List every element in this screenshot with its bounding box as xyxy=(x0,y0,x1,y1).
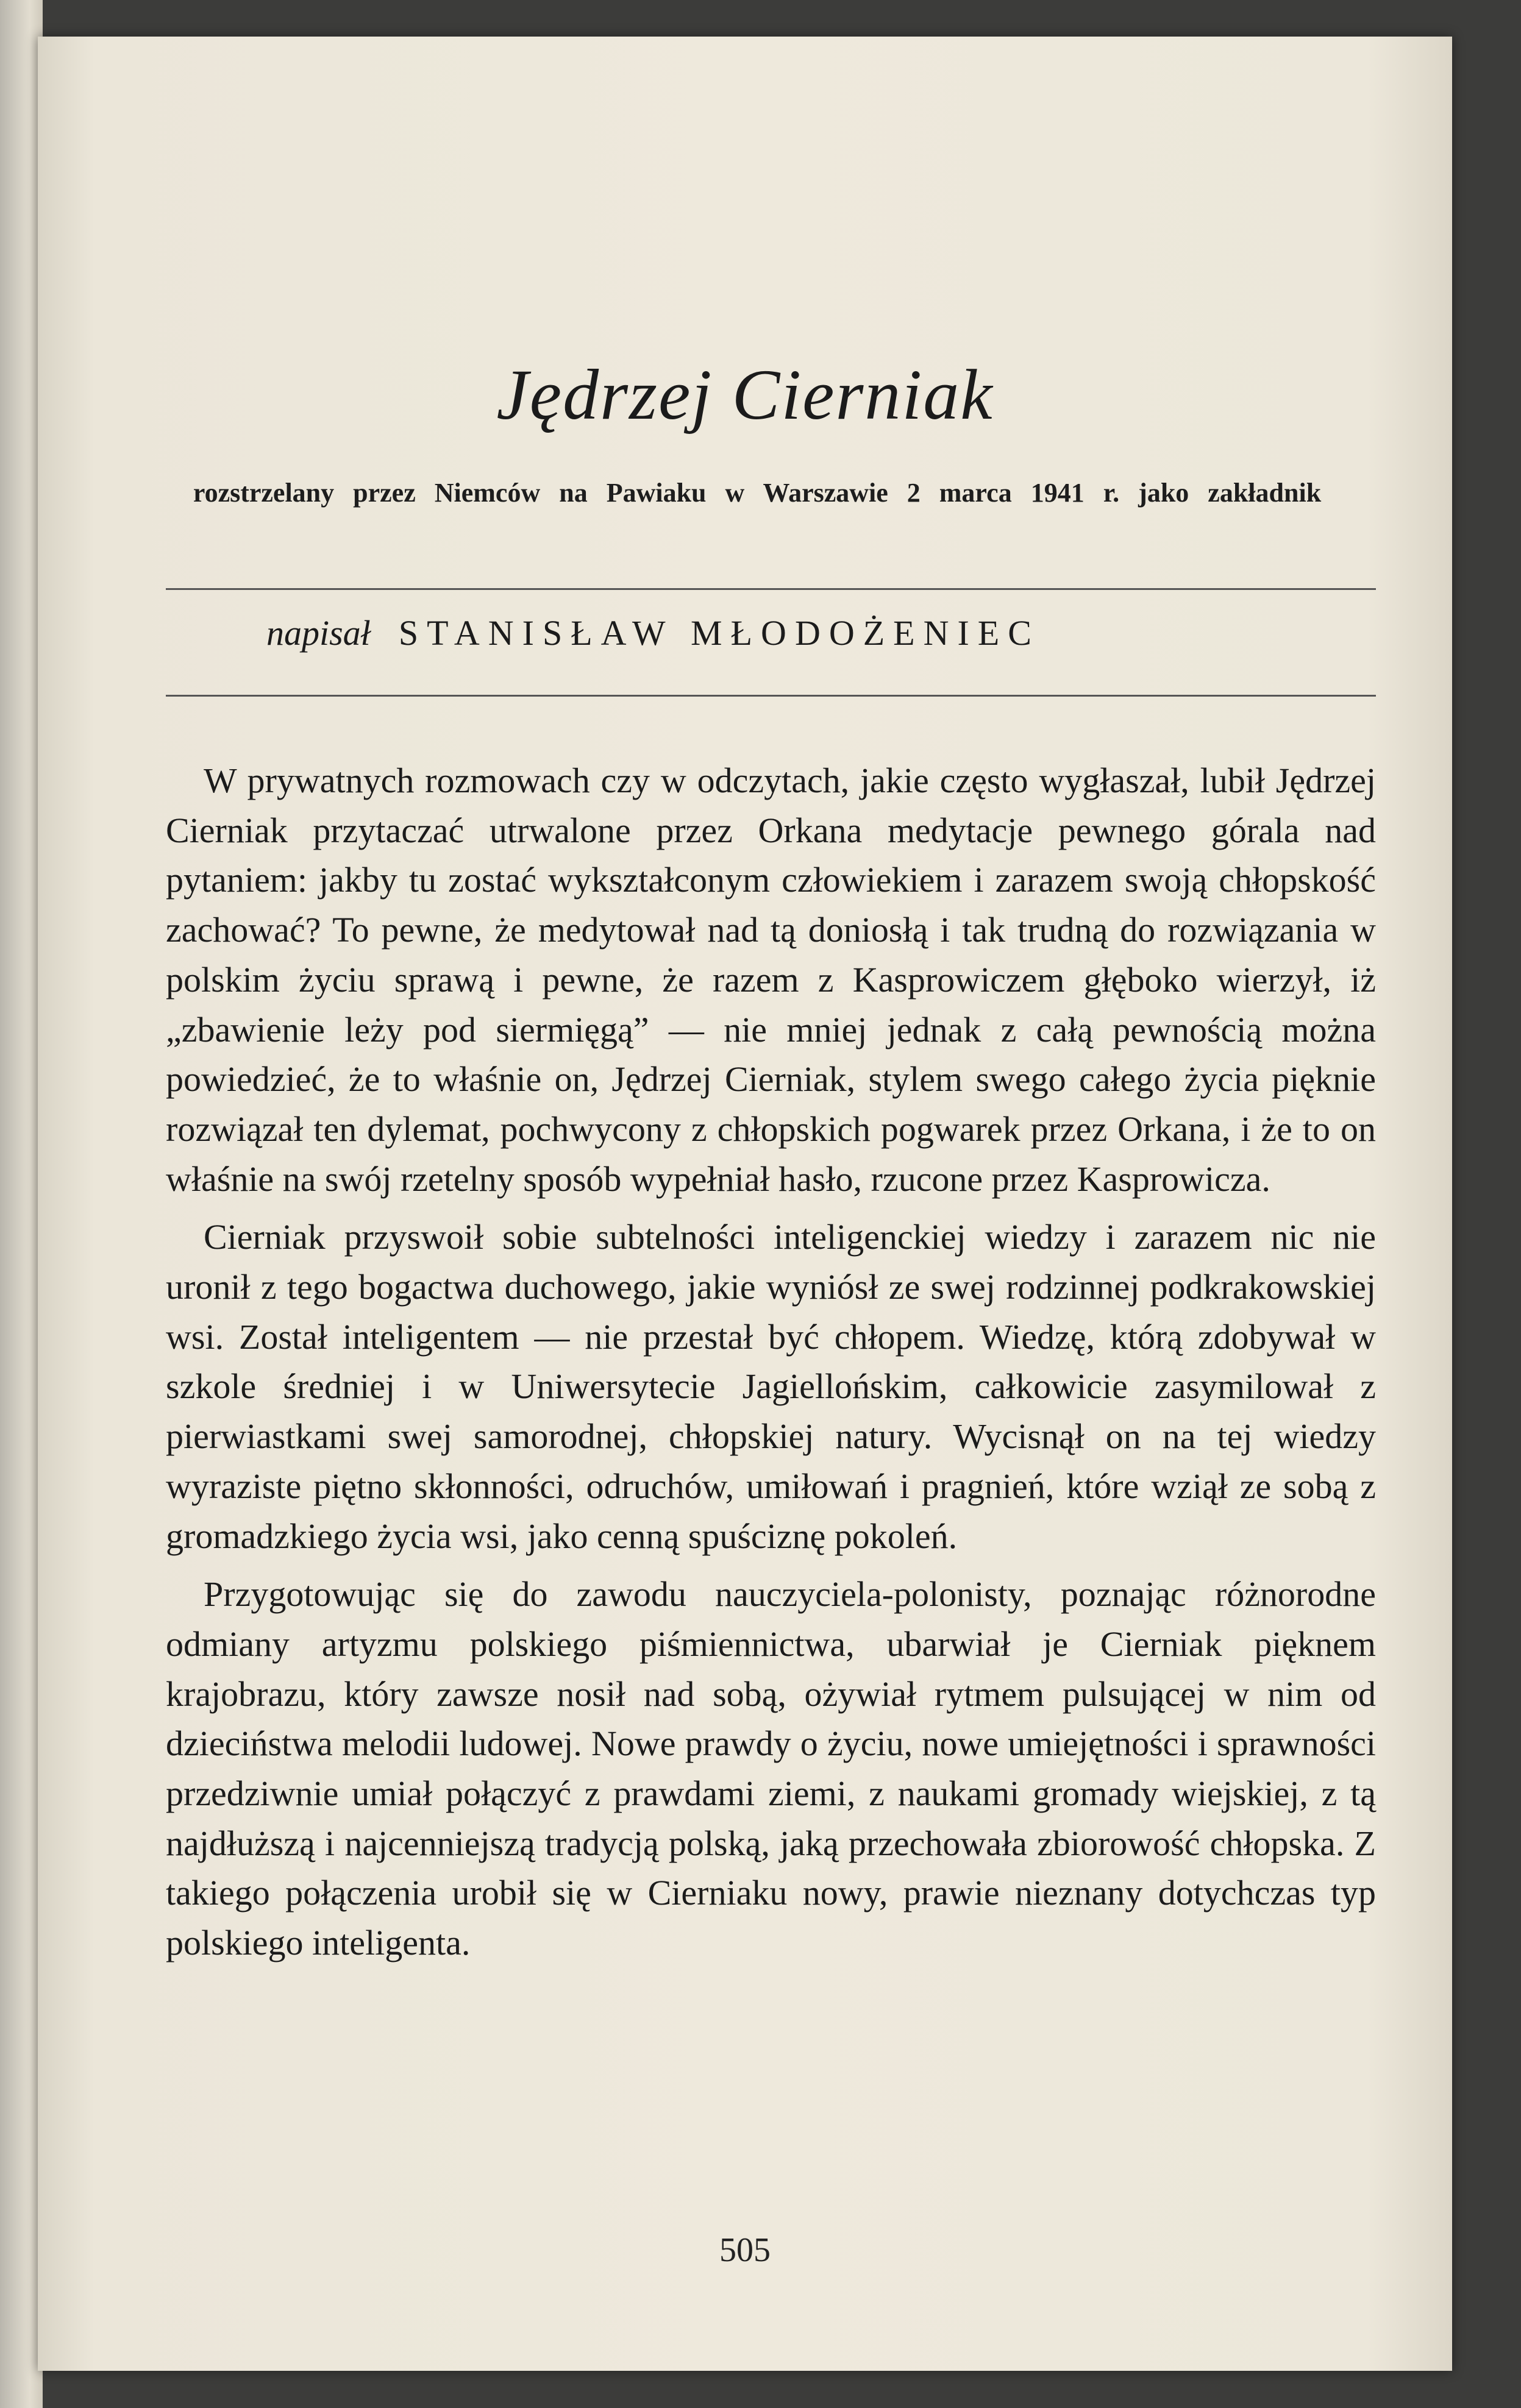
left-page-edge xyxy=(0,0,43,2408)
paragraph: Cierniak przyswoił sobie subtelności inteligenckiej wiedzy i zarazem nic nie uronił z tego bogactwa duchowego, jakie wyniósł ze swej rodzinnej podkrakowskiej wsi. Został inteligentem — nie przestał być chłopem. Wiedzę, którą zdobywał w szkole średniej i w Uniwersytecie Jagiellońskim, całkowicie zasymilował z pierwiastkami swej samorodnej, chłopskiej natury. Wycisnął on na tej wiedzy wyraziste piętno skłonności, odruchów, umiłowań i pragnień, które wziął ze sobą z gromadzkiego życia wsi, jako cenną spuściznę pokoleń. xyxy=(166,1217,1376,1556)
top-rule xyxy=(166,588,1376,590)
author-name: STANISŁAW MŁODOŻENIEC xyxy=(398,613,1040,653)
article-body xyxy=(166,756,1376,1976)
paragraph: Przygotowując się do zawodu nauczyciela-polonisty, poznając różnorodne odmiany artyzmu polskiego piśmiennictwa, ubarwiał je Cierniak pięknem krajobrazu, który zawsze nosił nad sobą, ożywiał rytmem pulsującej w nim od dzieciństwa melodii ludowej. Nowe prawdy o życiu, nowe umiejętności i sprawności przedziwnie umiał połączyć z prawdami ziemi, z naukami gromady wiejskiej, z tą najdłuższą i najcenniejszą tradycją polską, jaką przechowała zbiorowość chłopska. Z takiego połączenia urobił się w Cierniaku nowy, prawie nieznany dotychczas typ polskiego inteligenta. xyxy=(166,1574,1376,1963)
byline xyxy=(266,613,1040,653)
bottom-rule xyxy=(166,695,1376,697)
book-page xyxy=(38,37,1452,2371)
paragraph: W prywatnych rozmowach czy w odczytach, jakie często wygłaszał, lubił Jędrzej Cierniak przytaczać utrwalone przez Orkana medytacje pewnego górala nad pytaniem: jakby tu zostać wykształconym człowiekiem i zarazem swoją chłopskość zachować? To pewne, że medytował nad tą doniosłą i tak trudną do rozwiązania w polskim życiu sprawą i pewne, że razem z Kasprowiczem głęboko wierzył, iż „zbawienie leży pod siermięgą” — nie mniej jednak z całą pewnością można powiedzieć, że to właśnie on, Jędrzej Cierniak, stylem swego całego życia pięknie rozwiązał ten dylemat, pochwycony z chłopskich pogwarek przez Orkana, i że to on właśnie na swój rzetelny sposób wypełniał hasło, rzucone przez Kasprowicza. xyxy=(166,761,1376,1199)
article-subtitle: rozstrzelany przez Niemców na Pawiaku w Warszawie 2 marca 1941 r. jako zakładnik xyxy=(193,478,1322,508)
article-title: Jędrzej Cierniak xyxy=(496,355,994,435)
page-number: 505 xyxy=(719,2231,771,2269)
byline-lead: napisał xyxy=(266,613,371,653)
